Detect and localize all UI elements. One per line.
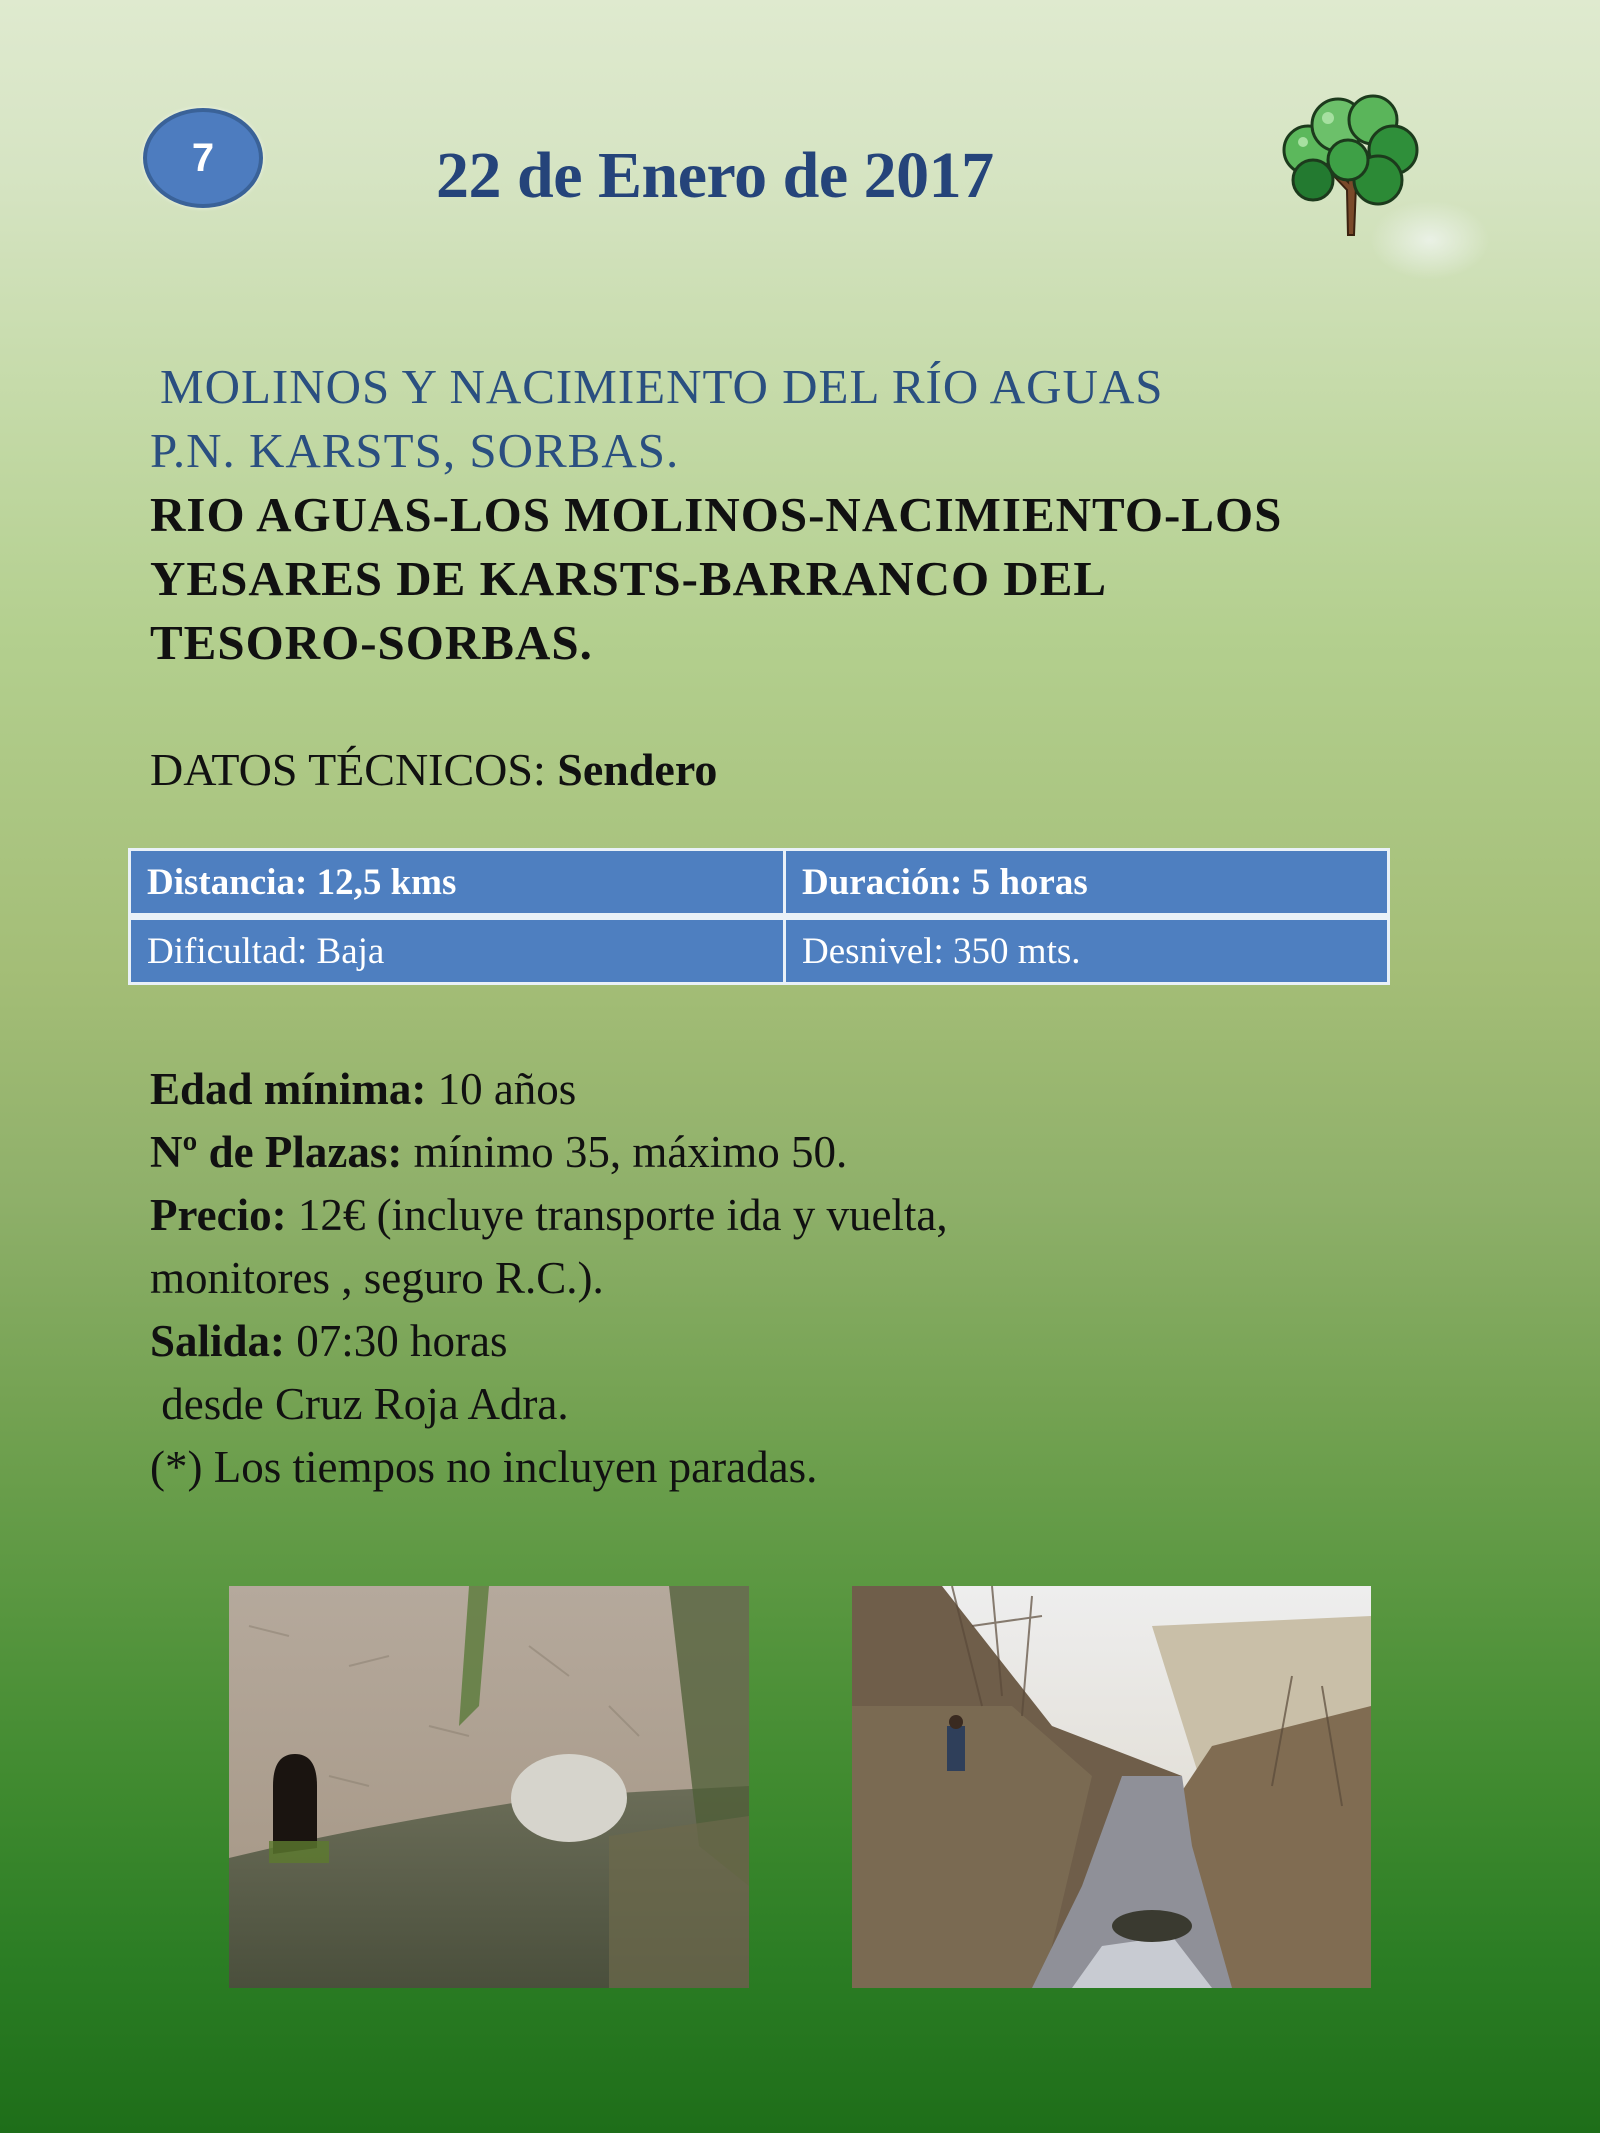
- min-age-line: [150, 1058, 948, 1121]
- distance-cell: Distancia: 12,5 kms: [130, 850, 785, 917]
- difficulty-cell: Dificultad: Baja: [130, 917, 785, 984]
- info-block: [150, 1058, 948, 1499]
- price-line-cont: monitores , seguro R.C.).: [150, 1253, 604, 1303]
- min-age-value: 10 años: [426, 1064, 577, 1114]
- technical-heading-label: DATOS TÉCNICOS:: [150, 744, 546, 795]
- photo-rio-aguas-molino: [229, 1586, 749, 1988]
- date-title: 22 de Enero de 2017: [436, 139, 994, 212]
- duration-cell: Duración: 5 horas: [785, 850, 1389, 917]
- price-line: [150, 1184, 948, 1247]
- elevation-cell: Desnivel: 350 mts.: [785, 917, 1389, 984]
- table-row: [130, 850, 1389, 917]
- route-title-block: [150, 355, 1450, 675]
- technical-heading-value: Sendero: [557, 744, 718, 795]
- technical-table: [128, 848, 1390, 985]
- price-value: 12€ (incluye transporte ida y vuelta,: [286, 1190, 948, 1240]
- technical-heading: [150, 743, 717, 796]
- tree-icon: [1268, 90, 1438, 240]
- route-title-line-2: P.N. KARSTS, SORBAS.: [150, 423, 680, 478]
- price-label: Precio:: [150, 1190, 287, 1240]
- places-label: Nº de Plazas:: [150, 1127, 403, 1177]
- page-number-badge: [143, 108, 263, 208]
- places-line: [150, 1121, 948, 1184]
- itinerary-line-3: TESORO-SORBAS.: [150, 615, 593, 670]
- page-number: 7: [191, 135, 215, 180]
- min-age-label: Edad mínima:: [150, 1064, 427, 1114]
- table-row: [130, 917, 1389, 984]
- itinerary-line-2: YESARES DE KARSTS-BARRANCO DEL: [150, 551, 1108, 606]
- itinerary-line-1: RIO AGUAS-LOS MOLINOS-NACIMIENTO-LOS: [150, 487, 1283, 542]
- departure-place: desde Cruz Roja Adra.: [150, 1379, 569, 1429]
- photo-rio-aguas-stream: [852, 1586, 1371, 1988]
- times-note: (*) Los tiempos no incluyen paradas.: [150, 1442, 818, 1492]
- departure-value: 07:30 horas: [285, 1316, 508, 1366]
- departure-label: Salida:: [150, 1316, 286, 1366]
- places-value: mínimo 35, máximo 50.: [402, 1127, 848, 1177]
- route-title-line-1: MOLINOS Y NACIMIENTO DEL RÍO AGUAS: [160, 359, 1164, 414]
- departure-line: [150, 1310, 948, 1373]
